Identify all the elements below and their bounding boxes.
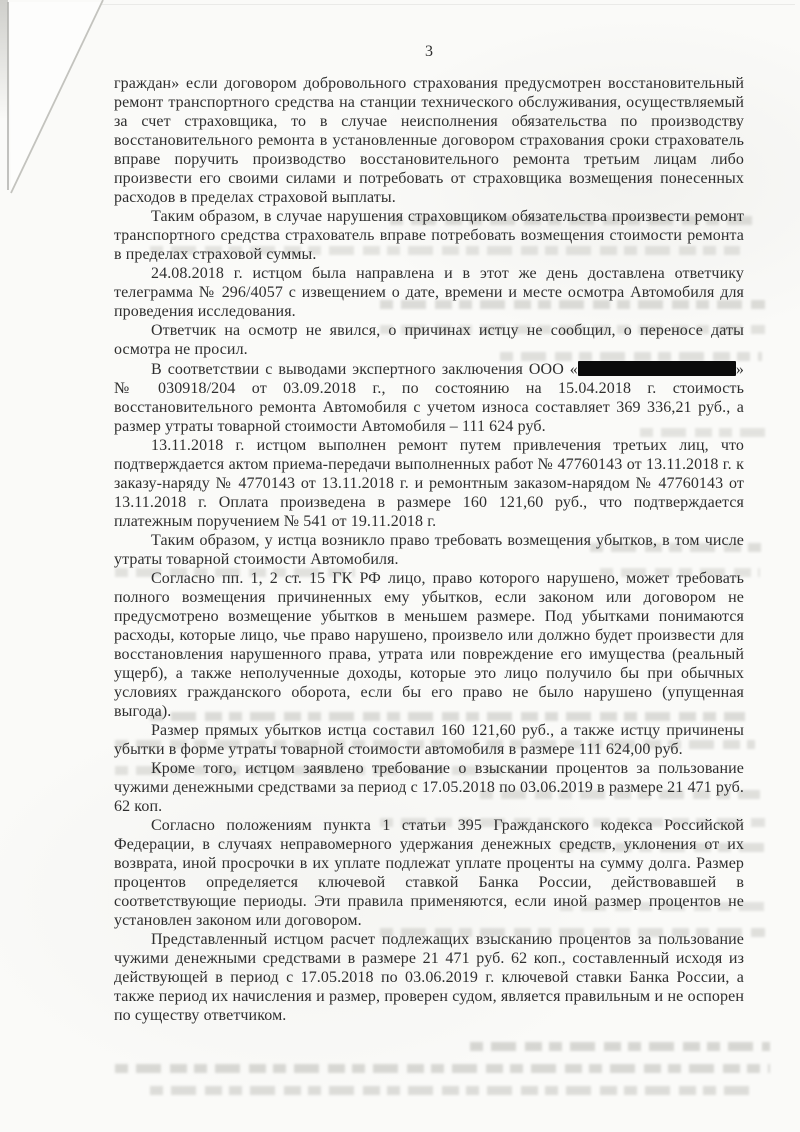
paragraph-with-redaction — [114, 359, 744, 436]
bleed-through-artifact — [115, 1064, 770, 1073]
paragraph: Согласно положениям пункта 1 статьи 395 Гражданского кодекса Российской Федерации, в случаях неправомерного удержания денежных средств, уклонения от их возврата, иной просрочки в их уплате подлежат уплате проценты на сумму долга. Размер процентов определяется ключевой ставкой Банка России, действовавшей в соответствующие периоды. Эти правила применяются, если иной размер процентов не установлен законом или договором. — [114, 817, 744, 929]
paragraph: Представленный истцом расчет подлежащих взысканию процентов за пользование чужими денежными средствами в размере 21 471 руб. 62 коп., составленный исходя из действующей в период с 17.05.2018 по 03.06.2019 г. ключевой ставки Банка России, а также период их начисления и размер, проверен судом, является правильным и не оспорен по существу ответчиком. — [114, 931, 744, 1024]
paragraph-continuation: граждан» если договором добровольного страхования предусмотрен восстановительный ремонт транспортного средства на станции технического обслуживания, осуществляемый за счет страховщика, то в случае неисполнения обязательства по производству восстановительного ремонта в установленные договором страхования сроки страхователь вправе поручить производство восстановительного ремонта третьим лицам либо произвести его своими силами и потребовать от страховщика возмещения понесенных расходов в пределах страховой выплаты. — [114, 75, 744, 206]
paragraph: Согласно пп. 1, 2 ст. 15 ГК РФ лицо, право которого нарушено, может требовать полного возмещения причиненных ему убытков, если законом или договором не предусмотрено возмещение убытков в меньшем размере. Под убытками понимаются расходы, которые лицо, чье право нарушено, произвело или должно будет произвести для восстановления нарушенного права, утрата или повреждение его имущества (реальный ущерб), а также неполученные доходы, которые это лицо получило бы при обычных условиях гражданского оборота, если бы его право не было нарушено (упущенная выгода). — [114, 570, 744, 720]
paragraph: 13.11.2018 г. истцом выполнен ремонт путем привлечения третьих лиц, что подтверждается актом приема-передачи выполненных работ № 47760143 от 13.11.2018 г. к заказу-наряду № 4770143 от 13.11.2018 г. и ремонтным заказом-нарядом № 47760143 от 13.11.2018 г. Оплата произведена в размере 160 121,60 руб., что подтверждается платежным поручением № 541 от 19.11.2018 г. — [114, 437, 744, 530]
paragraph: Кроме того, истцом заявлено требование о взыскании процентов за пользование чужими денежными средствами за период с 17.05.2018 по 03.06.2019 в размере 21 471 руб. 62 коп. — [114, 760, 744, 815]
paragraph: Таким образом, в случае нарушения страховщиком обязательства произвести ремонт транспортного средства страхователь вправе потребовать возмещения стоимости ремонта в пределах страховой суммы. — [114, 208, 744, 263]
bleed-through-artifact — [470, 1042, 770, 1051]
bleed-through-artifact — [150, 1086, 750, 1095]
document-body — [114, 74, 744, 1025]
text-before-redaction: В соответствии с выводами экспертного заключения ООО « — [151, 361, 578, 378]
paragraph: Ответчик на осмотр не явился, о причинах истцу не сообщил, о переносе даты осмотра не просил. — [114, 322, 744, 358]
paragraph: Таким образом, у истца возникло право требовать возмещения убытков, в том числе утраты товарной стоимости Автомобиля. — [114, 532, 744, 568]
paragraph: Размер прямых убытков истца составил 160 121,60 руб., а также истцу причинены убытки в форме утраты товарной стоимости автомобиля в размере 111 624,00 руб. — [114, 722, 744, 758]
paragraph: 24.08.2018 г. истцом была направлена и в этот же день доставлена ответчику телеграмма № 296/4057 с извещением о дате, времени и месте осмотра Автомобиля для проведения исследования. — [114, 265, 744, 320]
scan-edge-line — [95, 4, 795, 5]
page-number: 3 — [425, 43, 433, 60]
page-corner-fold — [0, 0, 130, 210]
text-after-redaction: » № 030918/204 от 03.09.2018 г., по состоянию на 15.04.2018 г. стоимость восстановительного ремонта Автомобиля с учетом износа составляет 369 336,21 руб., а размер утраты товарной стоимости Автомобиля – 111 624 руб. — [114, 361, 744, 435]
redaction-box — [578, 361, 736, 376]
